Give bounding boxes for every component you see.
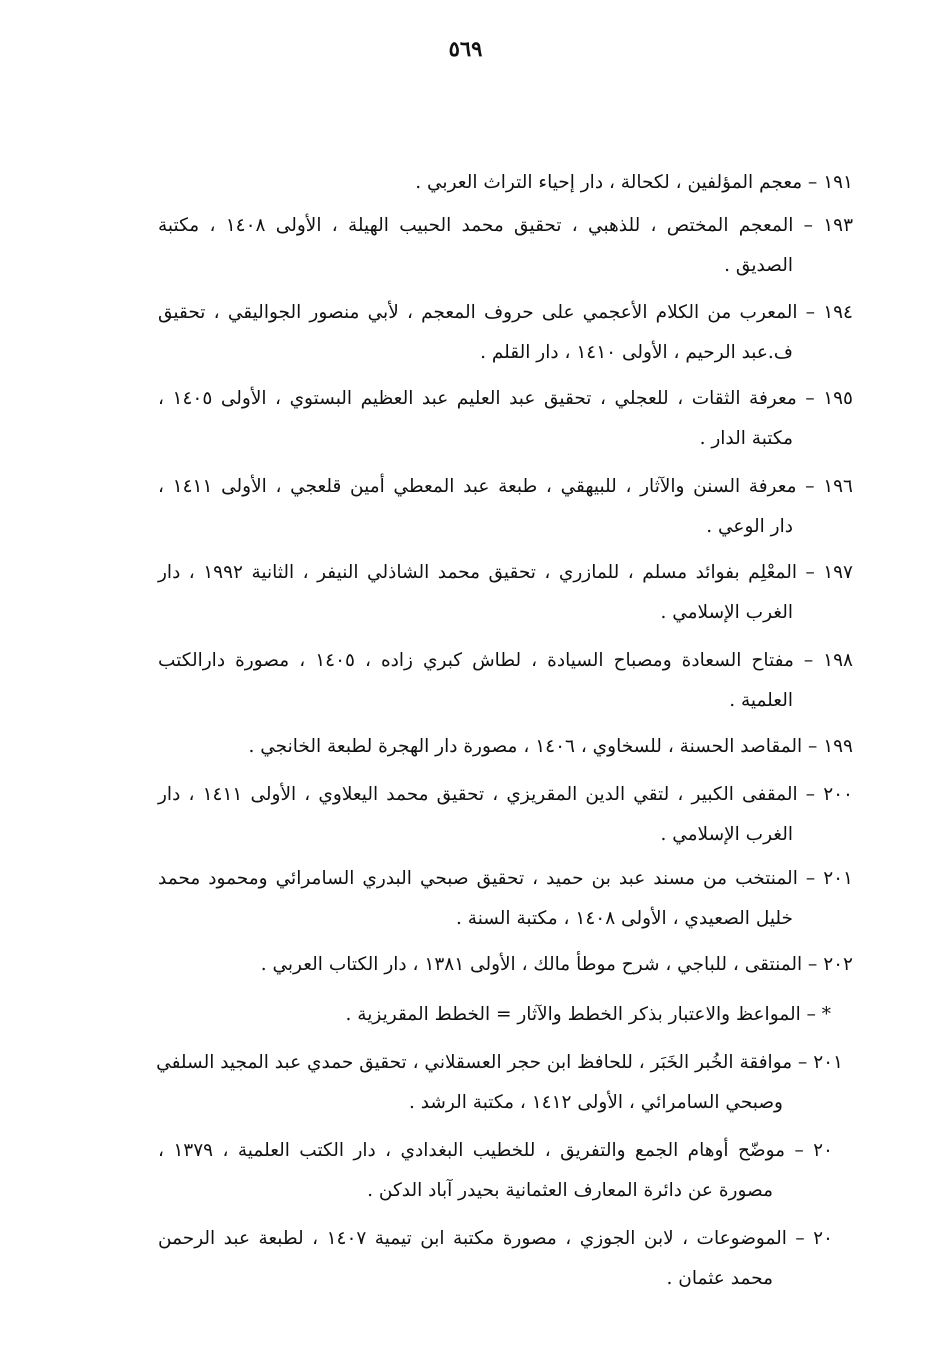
entry-line: ٢٠١ – موافقة الخُبر الخَبَر ، للحافظ ابن حجر العسقلاني ، تحقيق حمدي عبد المجيد السلفي [156,1052,843,1073]
bibliography-entry [158,1228,833,1290]
entry-line: ٢٠ – الموضوعات ، لابن الجوزي ، مصورة مكتبة ابن تيمية ١٤٠٧ ، لطبعة عبد الرحمن [158,1228,833,1249]
entry-line: ١٩٤ – المعرب من الكلام الأعجمي على حروف المعجم ، لأبي منصور الجواليقي ، تحقيق [158,302,853,323]
cross-reference-entry [346,1004,831,1026]
entry-line: ٢٠ – موضّح أوهام الجمع والتفريق ، للخطيب البغدادي ، دار الكتب العلمية ، ١٣٧٩ ، [158,1140,833,1161]
entry-line: الغرب الإسلامي . [660,602,793,624]
bibliography-entry [248,736,853,758]
entry-line: ٢٠٢ – المنتقى ، للباجي ، شرح موطأ مالك ، الأولى ١٣٨١ ، دار الكتاب العربي . [260,954,853,975]
bibliography-entry [415,172,853,194]
bibliography-entry [158,650,853,712]
entry-line: * – المواعظ والاعتبار بذكر الخطط والآثار = الخطط المقريزية . [345,1004,831,1025]
entry-line: الصديق . [724,255,793,277]
bibliography-entry [158,215,853,277]
entry-line: ١٩١ – معجم المؤلفين ، لكحالة ، دار إحياء التراث العربي . [415,172,853,193]
entry-line: مكتبة الدار . [699,428,793,450]
entry-line: ١٩٧ – المعْلِم بفوائد مسلم ، للمازري ، تحقيق محمد الشاذلي النيفر ، الثانية ١٩٩٢ ، دار [158,562,853,583]
bibliography-entry [158,784,853,846]
entry-line: ١٩٩ – المقاصد الحسنة ، للسخاوي ، ١٤٠٦ ، مصورة دار الهجرة لطبعة الخانجي . [248,736,853,757]
entry-line: مصورة عن دائرة المعارف العثمانية بحيدر آباد الدكن . [367,1180,773,1202]
entry-line: ١٩٦ – معرفة السنن والآثار ، للبيهقي ، طبعة عبد المعطي أمين قلعجي ، الأولى ١٤١١ ، [158,476,853,497]
entry-line: محمد عثمان . [666,1268,773,1290]
bibliography-entry [158,1052,843,1114]
entry-line: ١٩٨ – مفتاح السعادة ومصباح السيادة ، لطاش كبري زاده ، ١٤٠٥ ، مصورة دارالكتب [158,650,853,671]
entry-line: ٢٠١ – المنتخب من مسند عبد بن حميد ، تحقيق صبحي البدري السامرائي ومحمود محمد [158,868,853,889]
entry-line: ف.عبد الرحيم ، الأولى ١٤١٠ ، دار القلم . [480,342,793,364]
bibliography-entry [158,388,853,450]
entry-line: دار الوعي . [706,516,793,538]
bibliography-entry [158,476,853,538]
bibliography-entry [158,1140,833,1202]
entry-line: ١٩٣ – المعجم المختص ، للذهبي ، تحقيق محمد الحبيب الهيلة ، الأولى ١٤٠٨ ، مكتبة [158,215,854,236]
page-number: ٥٦٩ [448,36,483,61]
entry-line: وصبحي السامرائي ، الأولى ١٤١٢ ، مكتبة الرشد . [408,1092,783,1114]
entry-line: ٢٠٠ – المقفى الكبير ، لتقي الدين المقريزي ، تحقيق محمد اليعلاوي ، الأولى ١٤١١ ، دار [158,784,853,805]
bibliography-entry [158,302,853,364]
bibliography-entry [261,954,853,976]
bibliography-entry [158,562,853,624]
entry-line: ١٩٥ – معرفة الثقات ، للعجلي ، تحقيق عبد العليم عبد العظيم البستوي ، الأولى ١٤٠٥ ، [158,388,853,409]
entry-line: الغرب الإسلامي . [660,824,793,846]
bibliography-entry [158,868,853,930]
entry-line: العلمية . [729,690,793,712]
entry-line: خليل الصعيدي ، الأولى ١٤٠٨ ، مكتبة السنة . [456,908,793,930]
